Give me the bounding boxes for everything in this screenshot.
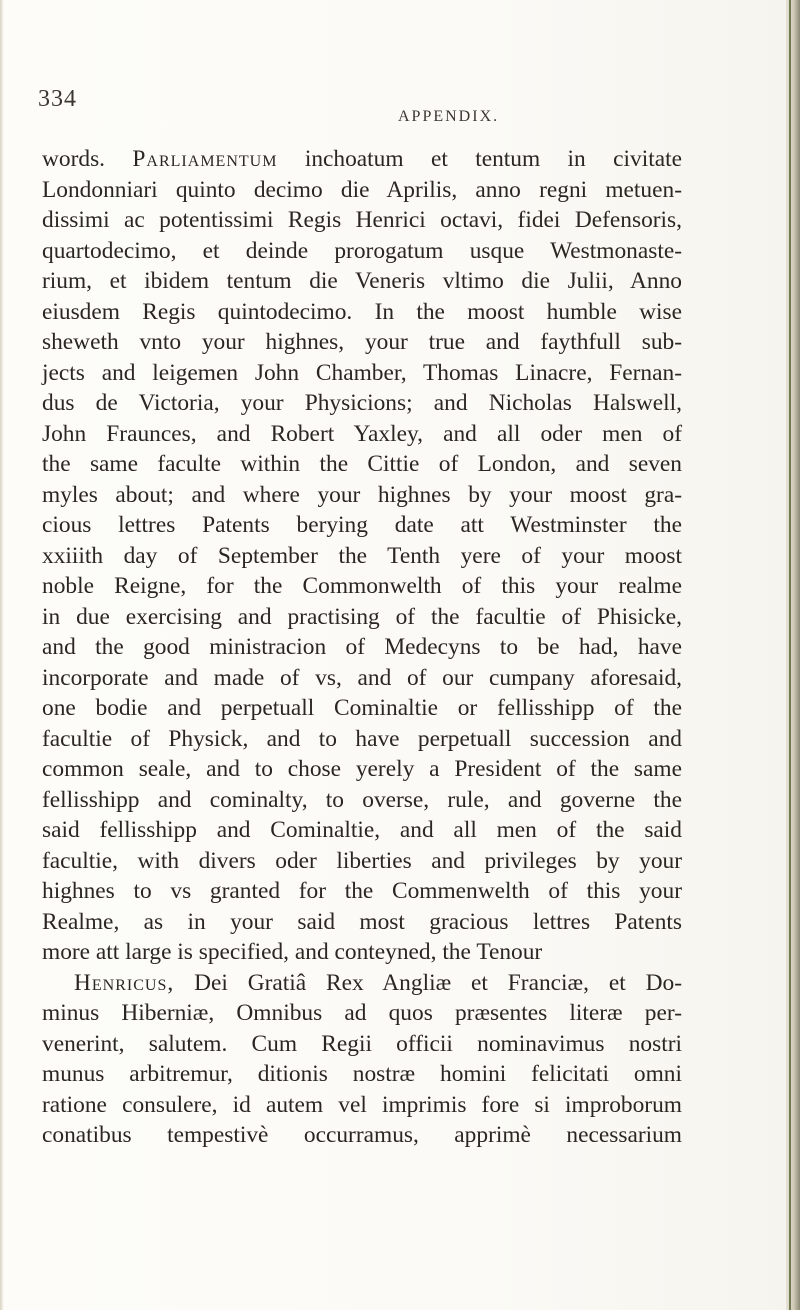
small-caps-word: Parliamentum: [132, 146, 278, 172]
text-line: one bodie and perpetuall Cominaltie or fellisshipp of the: [42, 695, 682, 721]
text-line: conatibus tempestivè occurramus, apprimè necessarium: [42, 1122, 682, 1148]
text-line: rium, et ibidem tentum die Veneris vltimo die Julii, Anno: [42, 268, 682, 294]
text-line: incorporate and made of vs, and of our cumpany aforesaid,: [42, 664, 682, 691]
text-line: highnes to vs granted for the Commenwelth of this your: [42, 878, 682, 904]
text-line: noble Reigne, for the Commonwelth of this your realme: [42, 573, 682, 599]
text-line: eiusdem Regis quintodecimo. In the moost humble wise: [42, 298, 682, 325]
page-left-edge: [0, 0, 4, 1310]
text-line: minus Hiberniæ, Omnibus ad quos præsentes literæ per-: [42, 1000, 682, 1026]
line-rest: Dei Gratiâ Rex Angliæ et Franciæ, et Do-: [194, 969, 682, 996]
text-line: more att large is specified, and conteyned, the Tenour: [42, 939, 543, 965]
text-line: common seale, and to chose yerely a President of the same: [42, 756, 682, 782]
text-line: quartodecimo, et deinde prorogatum usque Westmonaste-: [42, 237, 682, 264]
text-line: in due exercising and practising of the facultie of Phisicke,: [42, 603, 682, 630]
text-line: and the good ministracion of Medecyns to be had, have: [42, 634, 682, 660]
text-line: Londonniari quinto decimo die Aprilis, anno regni metuen-: [42, 176, 682, 203]
small-caps-word: Henricus,: [74, 969, 175, 996]
text-line: facultie of Physick, and to have perpetuall succession and: [42, 725, 682, 752]
text-line: [42, 144, 682, 175]
body-text: [42, 144, 682, 1151]
page-binding-line: [789, 0, 791, 1310]
line-rest: inchoatum et tentum in civitate: [304, 146, 682, 172]
text-line: the same faculte within the Cittie of London, and seven: [42, 451, 682, 477]
page-number: 334: [38, 86, 77, 112]
text-line: facultie, with divers oder liberties and privileges by your: [42, 847, 682, 874]
text-line: myles about; and where your highnes by your moost gra-: [42, 481, 682, 508]
text-line: fellisshipp and cominalty, to overse, rule, and governe the: [42, 786, 682, 813]
text-line: xxiiith day of September the Tenth yere of your moost: [42, 542, 682, 569]
text-line: venerint, salutem. Cum Regii officii nominavimus nostri: [42, 1030, 682, 1057]
text-line: jects and leigemen John Chamber, Thomas Linacre, Fernan-: [42, 359, 682, 386]
text-line: ratione consulere, id autem vel imprimis fore si improborum: [42, 1091, 682, 1118]
text-line: sheweth vnto your highnes, your true and faythfull sub-: [42, 329, 682, 355]
text-line: cious lettres Patents berying date att Westminster the: [42, 512, 682, 538]
text-line: Realme, as in your said most gracious lettres Patents: [42, 908, 682, 935]
lead-word: words.: [42, 146, 106, 172]
text-line: [42, 968, 682, 999]
running-head: APPENDIX.: [398, 108, 500, 125]
text-line: dissimi ac potentissimi Regis Henrici octavi, fidei Defensoris,: [42, 207, 682, 233]
text-line: said fellisshipp and Cominaltie, and all men of the said: [42, 817, 682, 843]
text-line: John Fraunces, and Robert Yaxley, and all oder men of: [42, 420, 682, 447]
text-line: munus arbitremur, ditionis nostræ homini felicitati omni: [42, 1061, 682, 1087]
text-line: dus de Victoria, your Physicions; and Nicholas Halswell,: [42, 390, 682, 416]
